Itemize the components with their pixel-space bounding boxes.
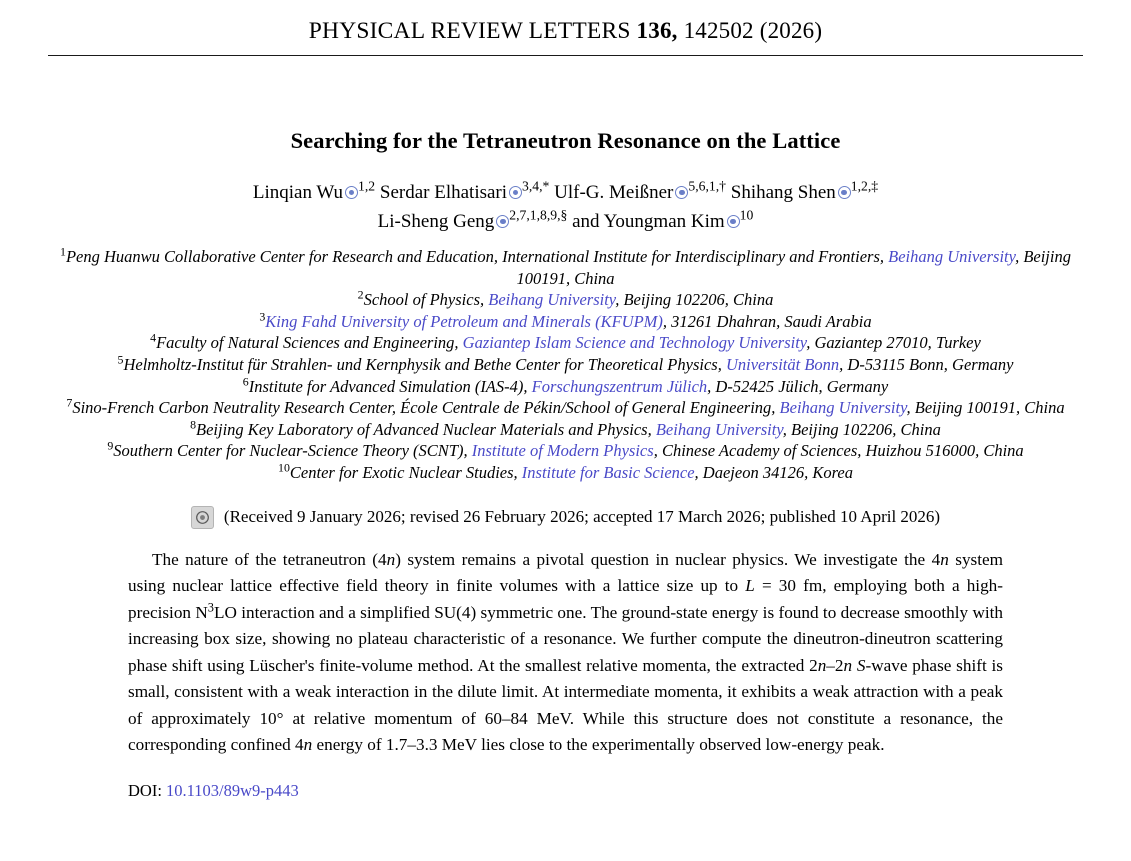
institution-link[interactable]: Institute of Modern Physics [471,441,654,461]
affiliation-item [42,311,1089,333]
affiliation-item [42,376,1089,398]
author-name[interactable]: Li-Sheng Geng [377,211,495,232]
author-name[interactable]: Linqian Wu [252,182,344,203]
institution-link[interactable]: Beihang University [655,419,783,439]
affiliation-text: , Daejeon 34126, Korea [694,462,853,482]
author-affiliation-marks: 1,2,‡ [850,178,879,194]
affiliation-number: 9 [107,438,114,453]
institution-link[interactable]: Universität Bonn [725,354,840,374]
author-affiliation-marks: 3,4,* [522,178,550,194]
affiliation-item [42,397,1089,419]
orcid-icon[interactable] [838,186,851,199]
affiliation-item [42,354,1089,376]
abstract [128,547,1003,759]
doi-link[interactable]: 10.1103/89w9-p443 [166,780,299,800]
affiliation-number: 4 [150,330,157,345]
affiliation-text: Peng Huanwu Collaborative Center for Research and Education, International Institute for Interdisciplinary and Frontiers, [65,247,884,266]
affiliation-number: 7 [66,395,73,410]
affiliation-number: 6 [242,374,249,389]
author-name[interactable]: Ulf-G. Meißner [554,182,674,203]
affiliation-text: , [906,398,911,418]
affiliation-number: 5 [117,352,124,367]
journal-header [0,0,1131,45]
affiliation-text: Beijing Key Laboratory of Advanced Nuclear Materials and Physics, [196,419,656,439]
journal-pages: 142502 (2026) [683,18,823,43]
author-conjunction: and [572,211,600,232]
affiliation-text: , 31261 Dhahran, Saudi Arabia [662,311,872,331]
affiliation-text: , Beijing 100191, China [516,247,1071,288]
affiliation-item [42,419,1089,441]
author-name[interactable]: Youngman Kim [603,211,725,232]
doi-label: DOI: [128,780,162,800]
affiliation-text: Chinese Academy of Sciences, Huizhou 516000, China [657,441,1024,461]
orcid-icon[interactable] [496,215,509,228]
affiliation-item [42,332,1089,354]
affiliation-item [42,289,1089,311]
header-divider [48,55,1083,56]
abstract-text: The nature of the tetraneutron (4n) system remains a pivotal question in nuclear physics. We investigate the 4n system using nuclear lattice effective field theory in finite volumes with a lattice size up to L = 30 fm, employing both a high-precision $N^3LO$ interaction and a simplified SU(4) symmetric one. The ground-state energy is found to decrease smoothly with increasing box size, showing no plateau characteristic of a resonance. We further compute the dineutron-dineutron scattering phase shift using Lüscher's finite-volume method. At the smallest relative momenta, the extracted 2n–2n S-wave phase shift is small, consistent with a weak interaction in the dilute limit. At intermediate momenta, it exhibits a weak attraction with a peak of approximately 10° at relative momentum of 60–84 MeV. While this structure does not constitute a resonance, the corresponding confined 4n energy of 1.7–3.3 MeV lies close to the experimentally observed low-energy peak. [128,549,1003,755]
author-name[interactable]: Shihang Shen [730,182,836,203]
affiliation-text: , Gaziantep 27010, Turkey [806,333,981,353]
affiliation-number: 3 [259,309,266,324]
doi-line [128,781,1003,801]
affiliation-text: , D-52425 Jülich, Germany [707,376,889,396]
affiliation-item [42,440,1089,462]
journal-name: PHYSICAL REVIEW LETTERS [308,18,631,44]
institution-link[interactable]: Beihang University [488,290,616,310]
affiliation-number: 1 [60,244,66,259]
institution-link[interactable]: King Fahd University of Petroleum and Minerals (KFUPM) [265,311,663,331]
affiliation-text: Southern Center for Nuclear-Science Theory (SCNT), [113,441,472,461]
affiliation-text: , D-53115 Bonn, Germany [839,354,1014,374]
received-text: (Received 9 January 2026; revised 26 February 2026; accepted 17 March 2026; published 10 April 2026) [223,507,941,527]
orcid-icon[interactable] [675,186,688,199]
affiliation-text: Sino-French Carbon Neutrality Research Center, École Centrale de Pékin/School of General Engineering, [72,398,780,418]
affiliation-text: Faculty of Natural Sciences and Engineering, [156,333,463,353]
publication-history [0,506,1131,529]
page-title: Searching for the Tetraneutron Resonance on the Lattice [290,128,841,153]
affiliation-number: 2 [357,287,364,302]
author-affiliation-marks: 10 [739,207,754,223]
journal-volume: 136, [636,18,678,43]
affiliation-text: , [653,441,658,461]
affiliation-text: , Beijing 102206, China [782,419,941,439]
affiliation-text: Center for Exotic Nuclear Studies, [289,462,522,482]
author-affiliation-marks: 5,6,1,† [688,178,726,194]
author-line-2 [0,207,1131,236]
affiliation-text: Helmholtz-Institut für Strahlen- und Kernphysik and Bethe Center for Theoretical Physics, [123,354,726,374]
author-name[interactable]: Serdar Elhatisari [379,182,508,203]
affiliation-item [42,246,1089,289]
author-line-1 [0,178,1131,207]
orcid-icon[interactable] [727,215,740,228]
affiliation-text: Institute for Advanced Simulation (IAS-4), [248,376,532,396]
orcid-icon[interactable] [509,186,522,199]
open-access-icon[interactable] [191,506,214,529]
affiliation-list [42,246,1089,484]
affiliation-text: Beijing 100191, China [910,398,1065,418]
affiliation-text: School of Physics, [363,290,489,310]
author-affiliation-marks: 2,7,1,8,9,§ [509,207,568,223]
affiliation-text: , Beijing 102206, China [615,290,774,310]
institution-link[interactable]: Forschungszentrum Jülich [531,376,708,396]
institution-link[interactable]: Gaziantep Islam Science and Technology University [462,333,807,353]
institution-link[interactable]: Institute for Basic Science [521,462,695,482]
institution-link[interactable]: Beihang University [888,247,1016,266]
author-affiliation-marks: 1,2 [358,178,376,194]
affiliation-item [42,462,1089,484]
author-list [0,178,1131,236]
affiliation-number: 10 [278,460,290,475]
affiliation-number: 8 [190,417,197,432]
orcid-icon[interactable] [345,186,358,199]
institution-link[interactable]: Beihang University [779,398,907,418]
